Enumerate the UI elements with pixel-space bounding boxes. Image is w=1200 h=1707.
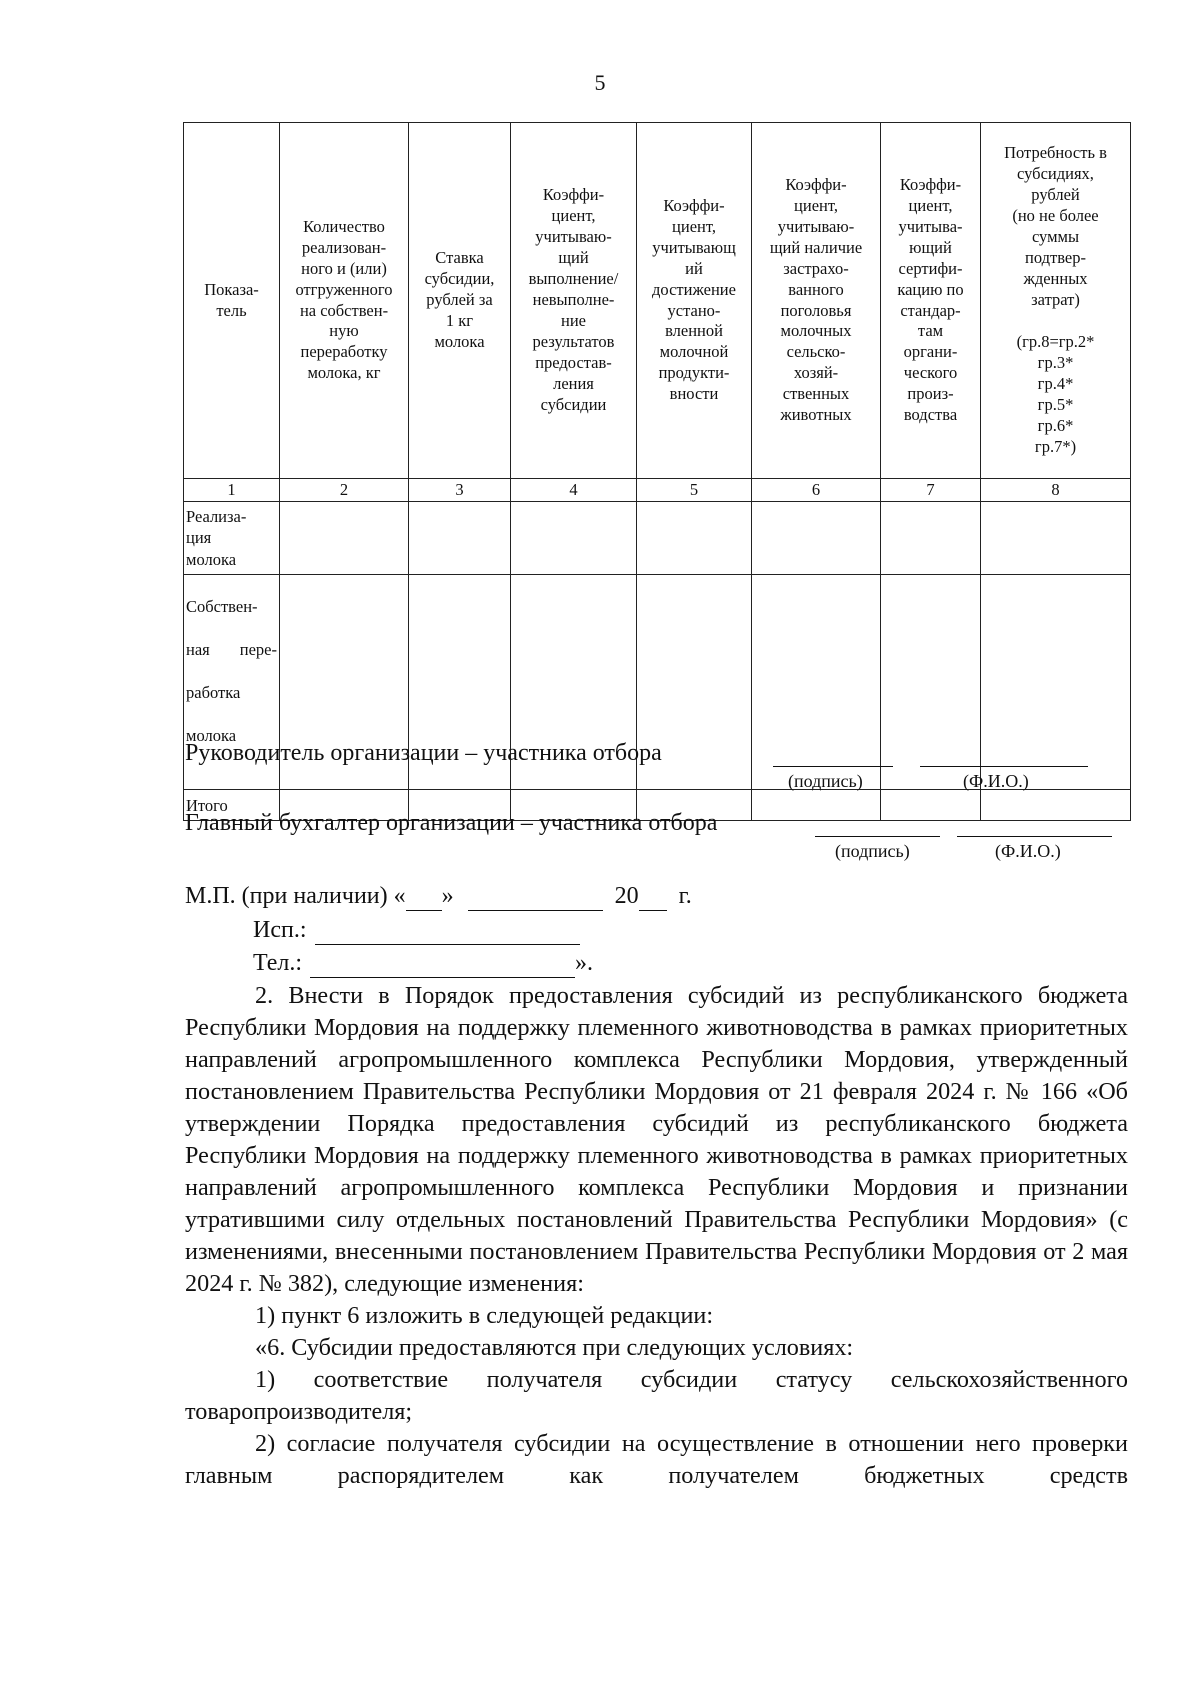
executor-field[interactable] — [315, 917, 580, 945]
column-number: 7 — [881, 479, 981, 502]
column-number: 4 — [511, 479, 637, 502]
stamp-date-line: М.П. (при наличии) « » 20 г. — [185, 883, 692, 909]
body-text — [185, 980, 1128, 1492]
table-row — [184, 502, 1131, 575]
column-number: 3 — [409, 479, 511, 502]
table-header-cell: Коэффи- циент, учитываю- щий наличие застрахо- ванного поголовья молочных сельско- хозяй- ственных животных — [752, 123, 881, 479]
row-label: Итого — [184, 790, 280, 821]
table-cell — [752, 502, 881, 575]
table-header-cell: Коэффи- циент, учитываю- щий выполнение/ невыполне- ние результатов предостав- ления субсидии — [511, 123, 637, 479]
table-cell — [981, 575, 1131, 790]
paragraph-item-1: 1) пункт 6 изложить в следующей редакции: — [255, 1302, 714, 1329]
table-header-cell: Коэффи- циент, учитыва- ющий сертифи- кацию по стандар- там органи- ческого произ- водства — [881, 123, 981, 479]
table-header-cell: Ставка субсидии, рублей за 1 кг молока — [409, 123, 511, 479]
table-cell — [280, 502, 409, 575]
page-number: 5 — [594, 70, 606, 95]
name-caption: (Ф.И.О.) — [995, 841, 1061, 861]
phone-field[interactable] — [310, 950, 575, 978]
accountant-name-field[interactable] — [957, 836, 1112, 837]
subsidy-table — [183, 122, 1131, 821]
table-cell — [881, 575, 981, 790]
phone-line: Тел.: ». — [253, 950, 594, 976]
table-cell — [511, 502, 637, 575]
column-number: 1 — [184, 479, 280, 502]
table-header-cell: Показа- тель — [184, 123, 280, 479]
paragraph-condition-1: 1) соответствие получателя субсидии статусу сельскохозяйственного товаропроизводителя; — [185, 1366, 1128, 1425]
column-number: 5 — [637, 479, 752, 502]
table-cell — [637, 502, 752, 575]
name-caption: (Ф.И.О.) — [963, 771, 1029, 791]
table-cell — [981, 790, 1131, 821]
row-label: Собствен- ная пере- работка молока — [184, 575, 280, 790]
accountant-signature-field[interactable] — [815, 836, 940, 837]
signature-caption: (подпись) — [788, 771, 863, 791]
table-header-cell: Количество реализован- ного и (или) отгруженного на собствен- ную переработку молока, кг — [280, 123, 409, 479]
month-field[interactable] — [468, 883, 603, 911]
table-header-row — [184, 123, 1131, 479]
paragraph-condition-2: 2) согласие получателя субсидии на осуществление в отношении него проверки главным распорядителем как получателем бюджетных средств — [185, 1430, 1128, 1489]
head-signature-field[interactable] — [773, 766, 893, 767]
table-cell — [881, 502, 981, 575]
table-header-cell: Коэффи- циент, учитывающ ий достижение устано- вленной молочной продукти- вности — [637, 123, 752, 479]
table-cell — [752, 575, 881, 790]
table-header-cell: Потребность в субсидиях, рублей (но не более суммы подтвер- жденных затрат) (гр.8=гр.2* гр.3* гр.4* гр.5* гр.6* гр.7*) — [981, 123, 1131, 479]
column-number-row — [184, 479, 1131, 502]
table-cell — [881, 790, 981, 821]
executor-line: Исп.: — [253, 917, 580, 945]
table-cell — [409, 502, 511, 575]
column-number: 2 — [280, 479, 409, 502]
column-number: 6 — [752, 479, 881, 502]
paragraph-item-6: «6. Субсидии предоставляются при следующих условиях: — [255, 1334, 854, 1361]
head-signature-label: Руководитель организации – участника отбора — [185, 740, 662, 766]
head-name-field[interactable] — [920, 766, 1088, 767]
table-cell — [981, 502, 1131, 575]
chief-accountant-label: Главный бухгалтер организации – участника отбора — [185, 810, 718, 836]
column-number: 8 — [981, 479, 1131, 502]
signature-caption: (подпись) — [835, 841, 910, 861]
row-label: Реализа- ция молока — [184, 502, 280, 575]
paragraph-2: 2. Внести в Порядок предоставления субсидий из республиканского бюджета Республики Мордовия на поддержку племенного животноводства в рамках приоритетных направлений агропромышленного комплекса Республики Мордовия, утвержденный постановлением Правительства Республики Мордовия от 21 февраля 2024 г. № 166 «Об утверждении Порядка предоставления субсидий из республиканского бюджета Республики Мордовия на поддержку племенного животноводства в рамках приоритетных направлений агропромышленного комплекса Республики Мордовия и признании утратившими силу отдельных постановлений Правительства Республики Мордовия» (с изменениями, внесенными постановлением Правительства Республики Мордовия от 2 мая 2024 г. № 382), следующие изменения: — [185, 982, 1128, 1297]
year-field[interactable] — [639, 883, 667, 911]
day-field[interactable] — [406, 883, 442, 911]
table-cell — [752, 790, 881, 821]
